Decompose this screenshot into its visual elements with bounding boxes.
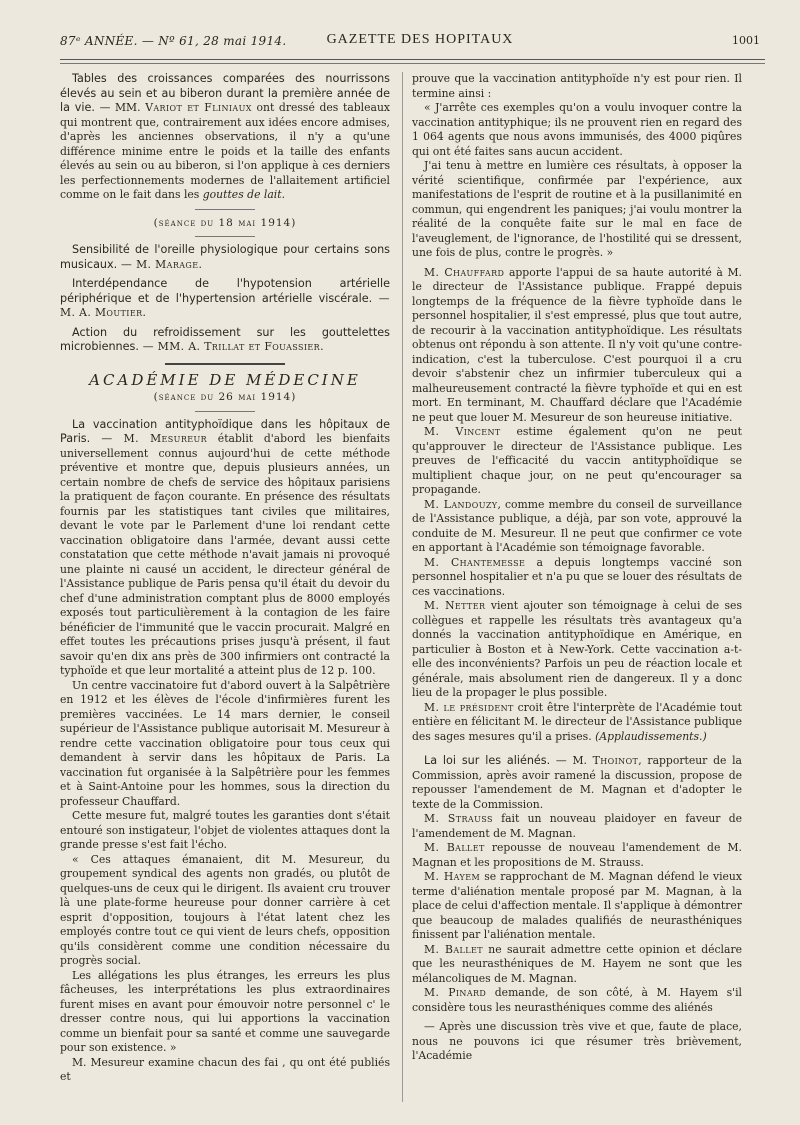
vaccination-heading: La vaccination antityphoïdique dans les hôpitaux de Paris. bbox=[60, 417, 390, 445]
seance-date-1: (séance du 18 mai 1914) bbox=[153, 216, 297, 229]
vaccination-paragraph-2: Un centre vaccinatoire fut d'abord ouvert à la Salpêtrière en 1912 et les élèves de l'école d'infirmières furent les premières vaccinées. Le 14 mars dernier, le conseil supérieur de l'Assistance publique autorisait M. Mesureur à rendre cette vaccination obligatoire pour tous ceux qui demandent à servir dans les hôpitaux de Paris. La vaccination fut organisée à la Salpêtrière pour les femmes et à Saint-Antoine pour les hommes, sous la direction du professeur Chauffard. bbox=[60, 678, 390, 808]
tables-paragraph: Tables des croissances comparées des nourrissons élevés au sein et au biberon durant la première année de la vie. — MM. Variot et Fliniaux ont dressé des tableaux qui montrent que, contrairement aux idées encore admises, d'après les anciennes observations, il n'y a qu'une différence minime entre le poids et la taille des enfants élevés au sein ou au biberon, si l'on applique à ces derniers les perfectionnements modernes de l'allaitement artificiel comme on le fait dans les gouttes de lait. bbox=[60, 72, 390, 201]
landouzy-paragraph: M. Landouzy, comme membre du conseil de surveillance de l'Assistance publique, a déjà, par son vote, approuvé la conduite de M. Mesureur. Il ne peut que confirmer ce vote en apportant à l'Académie son témoignage favorable. bbox=[412, 497, 742, 554]
loi-paragraph: La loi sur les aliénés. — M. Thoinot, rapporteur de la Commission, après avoir ramené la discussion, propose de repousser l'amendement de M. Magnan et d'adopter le texte de la Commission. bbox=[412, 754, 742, 811]
section-rule bbox=[195, 411, 255, 412]
vaccination-paragraph-4: « Ces attaques émanaient, dit M. Mesureur, du groupement syndical des agents non gradés, ou plutôt de quelques-uns de ceux qui le dirigent. Ils avaient cru trouver là une plate-forme heureuse pour donner carrière à cet esprit d'opposition, toujours à l'état latent chez les employés contre tout ce qui vient de leurs chefs, opposition qu'ils considèrent comme une condition nécessaire du progrès social. bbox=[60, 852, 390, 967]
right-column bbox=[412, 72, 742, 1064]
vaccination-paragraph-6: M. Mesureur examine chacun des fai , qu ont été publiés et bbox=[60, 1055, 390, 1083]
header-rule-secondary bbox=[60, 63, 765, 64]
strauss-paragraph: M. Strauss fait un nouveau plaidoyer en faveur de l'amendement de M. Magnan. bbox=[412, 812, 743, 840]
vaccination-paragraph-5: Les allégations les plus étranges, les erreurs les plus fâcheuses, les interprétations les plus extraordinaires furent mises en avant pour émouvoir notre personnel c' le dresser contre nous, qui lui apportions la vaccination comme un bienfait pour sa santé et comme une sauvegarde pour son existence. » bbox=[60, 968, 390, 1054]
column-divider bbox=[402, 72, 403, 1102]
sensibilite-paragraph: Sensibilité de l'oreille physiologique pour certains sons musicaux. — M. Marage. bbox=[60, 243, 390, 271]
loi-heading: La loi sur les aliénés. bbox=[424, 754, 551, 767]
academie-heading: ACADÉMIE DE MÉDECINE bbox=[89, 370, 361, 389]
section-rule bbox=[195, 236, 255, 237]
tables-heading: Tables des croissances comparées des nourrissons élevés au sein et au biberon durant la première année de la vie. bbox=[60, 72, 390, 114]
seance-date-2: (séance du 26 mai 1914) bbox=[153, 391, 297, 403]
page-number: 1001 bbox=[732, 34, 760, 47]
header-rule bbox=[60, 59, 765, 60]
right-paragraph-3: J'ai tenu à mettre en lumière ces résultats, à opposer la vérité scientifique, confirmée par l'expérience, aux manifestations de l'esprit de routine et à la pusillanimité en commun, qui engendrent les paniques; j'ai voulu montrer la réalité de la conquête faite sur le mal en face de l'aveuglement, de l'ignorance, de l'hostilité qui se dressent, une fois de plus, contre le progrès. » bbox=[412, 159, 742, 259]
ballet-paragraph-1: M. Ballet repousse de nouveau l'amendement de M. Magnan et les propositions de M. Strauss. bbox=[412, 841, 742, 869]
interdependance-paragraph: Interdépendance de l'hypotension artérielle périphérique et de l'hypertension artérielle viscérale. — M. A. Moutier. bbox=[60, 277, 390, 319]
netter-paragraph: M. Netter vient ajouter son témoignage à celui de ses collègues et rappelle les résultats très avantageux qu'a donnés la vaccination antityphoïdique en Amérique, en particulier à Boston et à New-York. Cette vaccination a-t-elle des inconvénients? Parfois un peu de réaction locale et générale, mais absolument rien de dangereux. Il y a donc lieu de la propager le plus possible. bbox=[412, 599, 742, 699]
ballet-paragraph-2: M. Ballet ne saurait admettre cette opinion et déclare que les neurasthéniques de M. Hayem ne sont que les mélancoliques de M. Magnan. bbox=[412, 942, 742, 985]
action-paragraph: Action du refroidissement sur les gouttelettes microbiennes. — MM. A. Trillat et Fouassier. bbox=[60, 325, 390, 353]
right-paragraph-2: « J'arrête ces exemples qu'on a voulu invoquer contre la vaccination antityphique; ils ne prouvent rien en regard des 1 064 agents que nous avons immunisés, des 4000 piqûres qui ont été faites sans aucun accident. bbox=[412, 101, 742, 158]
page-header bbox=[60, 30, 760, 54]
chauffard-paragraph: M. Chauffard apporte l'appui de sa haute autorité à M. le directeur de l'Assistance publique. Frappé depuis longtemps de la fréquence de la fièvre typhoïde dans le personnel hospitalier, il s'est empressé, plus que tout autre, de recourir à la vaccination antityphoïdique. Les résultats obtenus ont répondu à son attente. Il n'y voit qu'une contre-indication, c'est la tuberculose. C'est pourquoi il a cru devoir s'abstenir chez un infirmier tuberculeux qui a malheureusement contracté la fièvre typhoïde et qui en est mort. En terminant, M. Chauffard déclare que l'Académie ne peut que louer M. Mesureur de son heureuse initiative. bbox=[412, 265, 742, 424]
right-paragraph-1: prouve que la vaccination antityphoïde n'y est pour rien. Il termine ainsi : bbox=[412, 72, 742, 100]
ornament-rule bbox=[165, 363, 285, 365]
vincent-paragraph: M. Vincent estime également qu'on ne peut qu'approuver le directeur de l'Assistance publique. Les preuves de l'efficacité du vaccin antityphoïdique se multiplient chaque jour, on ne peut qu'encourager sa propagande. bbox=[412, 425, 742, 496]
final-paragraph: — Après une discussion très vive et que, faute de place, nous ne pouvons ici que résumer très brièvement, l'Académie bbox=[412, 1020, 742, 1062]
section-rule bbox=[195, 209, 255, 210]
tables-authors: Variot et Fliniaux bbox=[145, 101, 252, 114]
vaccination-paragraph-1: La vaccination antityphoïdique dans les hôpitaux de Paris. — M. Mesureur établit d'abord les bienfaits universellement connus aujourd'hui de cette méthode préventive et montre que, depuis plusieurs années, un certain nombre de chefs de service des hôpitaux parisiens la pratiquent de façon courante. En présence des résultats fournis par les statistiques tant civiles que militaires, devant le vote par le Parlement d'une loi rendant cette vaccination obligatoire dans l'armée, devant aussi cette constatation que cette méthode n'avait jamais ni provoqué une plainte ni causé un accident, le directeur général de l'Assistance publique de Paris pensa qu'il était du devoir du chef d'une administration comptant plus de 8000 employés exposés tout particulièrement à la contagion de les faire bénéficier de l'immunité que le vaccin procurait. Malgré en effet toutes les précautions prises jusqu'à présent, il faut savoir qu'en dix ans près de 300 infirmiers ont contracté la typhoïde et que leur mortalité a atteint plus de 12 p. 100. bbox=[60, 417, 390, 677]
journal-title: GAZETTE DES HOPITAUX bbox=[326, 32, 514, 47]
hayem-paragraph: M. Hayem se rapprochant de M. Magnan défend le vieux terme d'aliénation mentale proposé par M. Magnan, à la place de celui d'affection mentale. Il s'applique à démontrer que beaucoup de malades qualifiés de neurasthéniques finissent par l'aliénation mentale. bbox=[412, 870, 742, 941]
left-column bbox=[60, 72, 390, 1085]
issue-info: 87ᵉ ANNÉE. — Nº 61, 28 mai 1914. bbox=[60, 34, 287, 48]
vaccination-paragraph-3: Cette mesure fut, malgré toutes les garanties dont s'était entouré son instigateur, l'objet de violentes attaques dont la grande presse s'est fait l'écho. bbox=[60, 809, 390, 851]
president-paragraph: M. le président croit être l'interprète de l'Académie tout entière en félicitant M. le directeur de l'Assistance publique des sages mesures qu'il a prises. (Applaudissements.) bbox=[412, 700, 743, 743]
chantemesse-paragraph: M. Chantemesse a depuis longtemps vacciné son personnel hospitalier et n'a pu que se louer des résultats de ces vaccinations. bbox=[412, 555, 742, 598]
pinard-paragraph: M. Pinard demande, de son côté, à M. Hayem s'il considère tous les neurasthéniques comme des aliénés bbox=[412, 986, 742, 1014]
